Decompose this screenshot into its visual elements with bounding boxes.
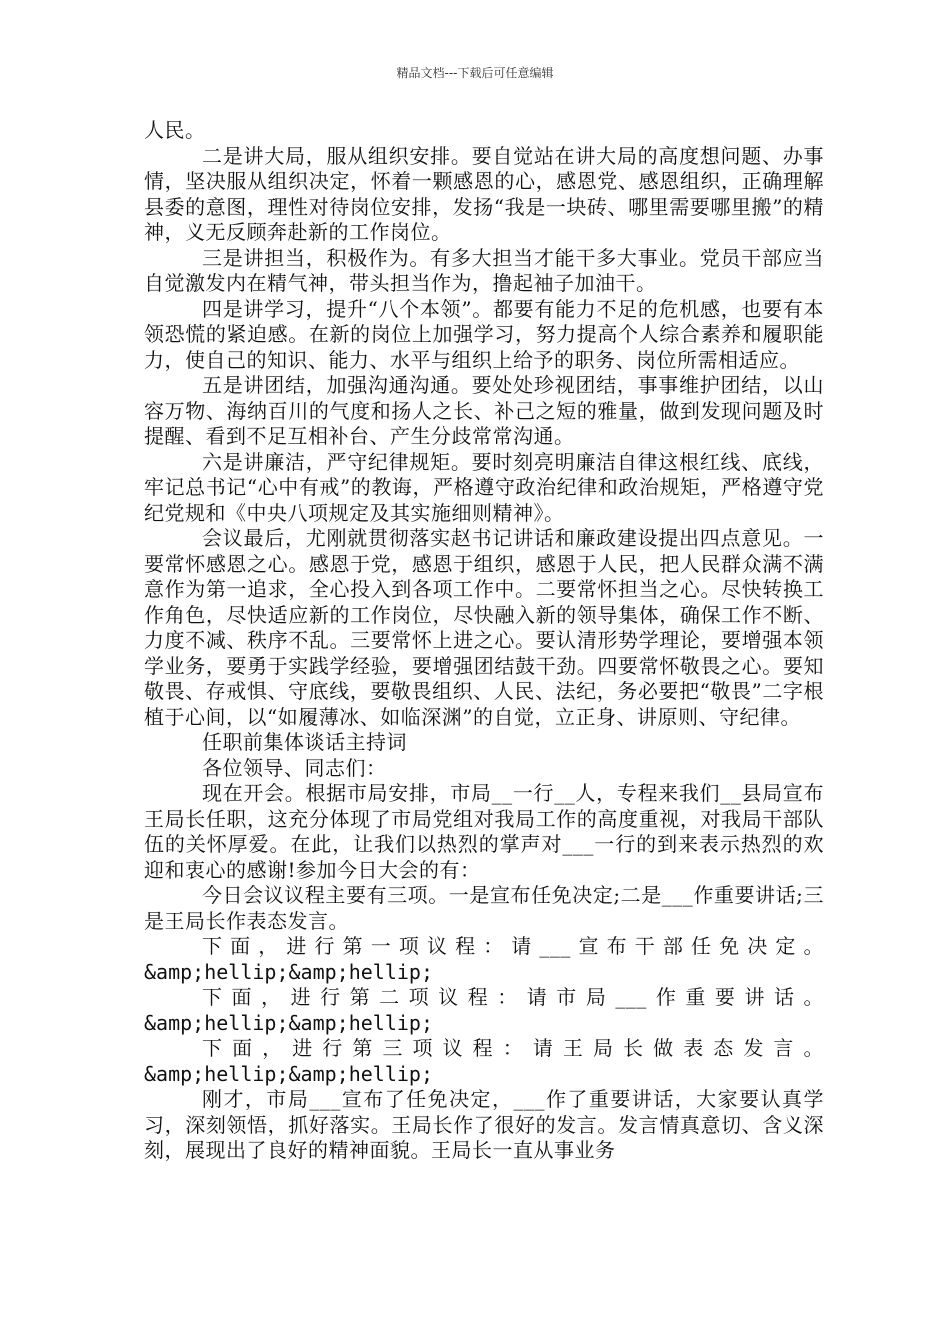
paragraph: 六是讲廉洁，严守纪律规矩。要时刻亮明廉洁自律这根红线、底线，牢记总书记“心中有戒”的教诲，严格遵守政治纪律和政治规矩，严格遵守党纪党规和《中央八项规定及其实施细则精神》。 (144, 449, 824, 525)
paragraph: &amp;hellip;&amp;hellip; (144, 1061, 433, 1086)
paragraph: 二是讲大局，服从组织安排。要自觉站在讲大局的高度想问题、办事情，坚决服从组织决定，怀着一颗感恩的心，感恩党、感恩组织，正确理解县委的意图，理性对待岗位安排，发扬“我是一块砖、哪里需要哪里搬”的精神，义无反顾奔赴新的工作岗位。 (144, 143, 824, 244)
page-header: 精品文档---下载后可任意编辑 (396, 66, 554, 80)
paragraph: 三是讲担当，积极作为。有多大担当才能干多大事业。党员干部应当自觉激发内在精气神，带头担当作为，撸起袖子加油干。 (144, 245, 824, 295)
paragraph: 现在开会。根据市局安排，市局__一行__人，专程来我们__县局宣布王局长任职，这充分体现了市局党组对我局工作的高度重视，对我局干部队伍的关怀厚爱。在此，让我们以热烈的掌声对___一行的到来表示热烈的欢迎和衷心的感谢!参加今日大会的有： (144, 781, 824, 882)
paragraph: 下面，进行第一项议程：请___宣布干部任免决定。 (202, 934, 824, 958)
paragraph: 人民。 (144, 118, 206, 142)
paragraph: 各位领导、同志们： (202, 755, 387, 780)
paragraph: 今日会议议程主要有三项。一是宣布任免决定;二是___作重要讲话;三是王局长作表态发言。 (144, 883, 824, 933)
paragraph: 五是讲团结，加强沟通沟通。要处处珍视团结，事事维护团结，以山容万物、海纳百川的气度和扬人之长、补己之短的雅量，做到发现问题及时提醒、看到不足互相补台、产生分歧常常沟通。 (144, 373, 824, 448)
paragraph: &amp;hellip;&amp;hellip; (144, 1010, 433, 1035)
paragraph: &amp;hellip;&amp;hellip; (144, 959, 433, 984)
paragraph: 刚才，市局___宣布了任免决定，___作了重要讲话，大家要认真学习，深刻领悟，抓好落实。王局长作了很好的发言。发言情真意切、含义深刻，展现出了良好的精神面貌。王局长一直从事业务 (144, 1087, 824, 1162)
paragraph: 会议最后，尤刚就贯彻落实赵书记讲话和廉政建设提出四点意见。一要常怀感恩之心。感恩于党，感恩于组织，感恩于人民，把人民群众满不满意作为第一追求，全心投入到各项工作中。二要常怀担当之心。尽快转换工作角色，尽快适应新的工作岗位，尽快融入新的领导集体，确保工作不断、力度不减、秩序不乱。三要常怀上进之心。要认清形势学理论，要增强本领学业务，要勇于实践学经验，要增强团结鼓干劲。四要常怀敬畏之心。要知敬畏、存戒惧、守底线，要敬畏组织、人民、法纪，务必要把“敬畏”二字根植于心间，以“如履薄冰、如临深渊”的自觉，立正身、讲原则、守纪律。 (144, 526, 824, 729)
document-body (144, 118, 824, 1164)
paragraph: 四是讲学习，提升“八个本领”。都要有能力不足的危机感，也要有本领恐慌的紧迫感。在新的岗位上加强学习，努力提高个人综合素养和履职能力，使自己的知识、能力、水平与组织上给予的职务、岗位所需相适应。 (144, 296, 824, 372)
paragraph: 下面，进行第三项议程：请王局长做表态发言。 (202, 1036, 824, 1060)
paragraph: 下面，进行第二项议程：请市局___作重要讲话。 (202, 985, 824, 1009)
paragraph: 任职前集体谈话主持词 (202, 730, 407, 754)
